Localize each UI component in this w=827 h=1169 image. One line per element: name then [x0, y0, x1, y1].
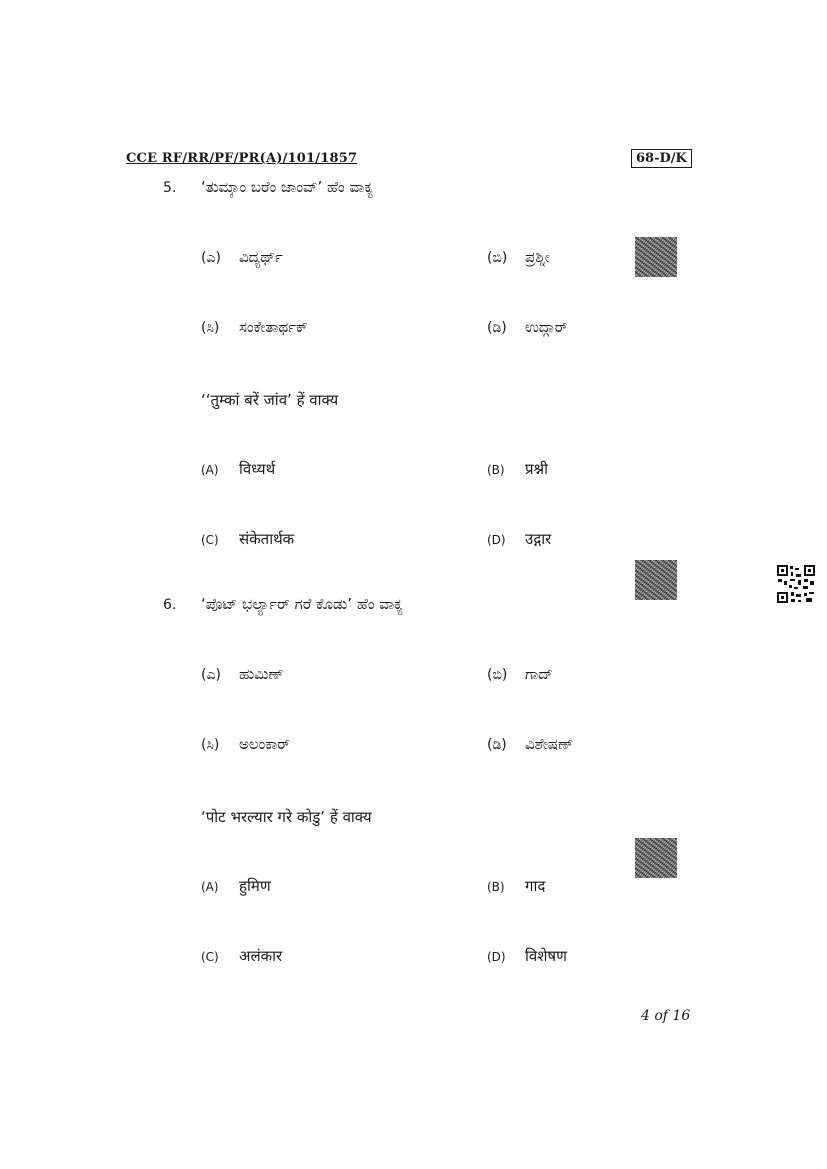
option-label: (B): [487, 463, 505, 477]
question-number: 5.: [163, 180, 177, 196]
page-number: 4 of 16: [641, 1008, 691, 1024]
option-text: ವಿಶೇಷಣ್: [525, 735, 574, 753]
option-label: (C): [201, 533, 219, 547]
qr-code-icon: [776, 564, 816, 604]
option-label: (ಡಿ): [487, 320, 507, 336]
security-pattern-icon: [635, 560, 677, 600]
option-text: ಗಾದ್: [525, 665, 553, 683]
paper-id-box: 68-D/K: [631, 149, 692, 168]
option-label: (ಡಿ): [487, 737, 507, 753]
question-text-kannada: ‘ಪೊಟ್ ಭರ್ಲ್ಯಾರ್ ಗರೆ ಕೊಡು’ ಹೆಂ ವಾಕ್ಯ: [201, 595, 403, 613]
option-text: विशेषण: [525, 947, 567, 965]
option-label: (A): [201, 880, 219, 894]
option-label: (D): [487, 533, 506, 547]
exam-code: CCE RF/RR/PF/PR(A)/101/1857: [126, 151, 358, 166]
option-label: (C): [201, 950, 219, 964]
option-text: गाद: [525, 877, 546, 895]
option-label: (ಸಿ): [201, 737, 220, 753]
option-label: (ಬಿ): [487, 250, 508, 266]
option-label: (ಸಿ): [201, 320, 220, 336]
security-pattern-icon: [635, 838, 677, 878]
option-text: विध्यर्थ: [239, 460, 276, 478]
option-text: ಪ್ರಶ್ನೀ: [525, 248, 550, 266]
option-text: संकेतार्थक: [239, 530, 295, 548]
option-text: अलंकार: [239, 947, 283, 965]
option-label: (B): [487, 880, 505, 894]
option-label: (A): [201, 463, 219, 477]
option-text: ಅಲಂಕಾರ್: [239, 735, 291, 753]
option-text: ವಿದ್ಯರ್ಥ್: [239, 248, 283, 266]
option-label: (D): [487, 950, 506, 964]
question-number: 6.: [163, 597, 177, 613]
option-label: (ಎ): [201, 667, 221, 683]
option-text: ಸಂಕೇತಾರ್ಥಕ್: [239, 318, 308, 336]
option-text: ಉದ್ಗಾರ್: [525, 318, 568, 336]
option-label: (ಬಿ): [487, 667, 508, 683]
question-text-devanagari: ‘पोट भरल्यार गरे कोडु’ हें वाक्य: [201, 808, 372, 826]
question-text-kannada: ‘ತುಮ್ಕಾಂ ಬರೆಂ ಜಾಂವ್’ ಹೆಂ ವಾಕ್ಯ: [201, 178, 374, 196]
option-text: हुमिण: [239, 877, 271, 895]
security-pattern-icon: [635, 237, 677, 277]
option-text: ಹುಮಿಣ್: [239, 665, 284, 683]
option-text: प्रश्नी: [525, 460, 549, 478]
option-text: उद्गार: [525, 530, 552, 548]
question-text-devanagari: ‘‘तुम्कां बरें जांव’ हें वाक्य: [201, 391, 339, 409]
option-label: (ಎ): [201, 250, 221, 266]
